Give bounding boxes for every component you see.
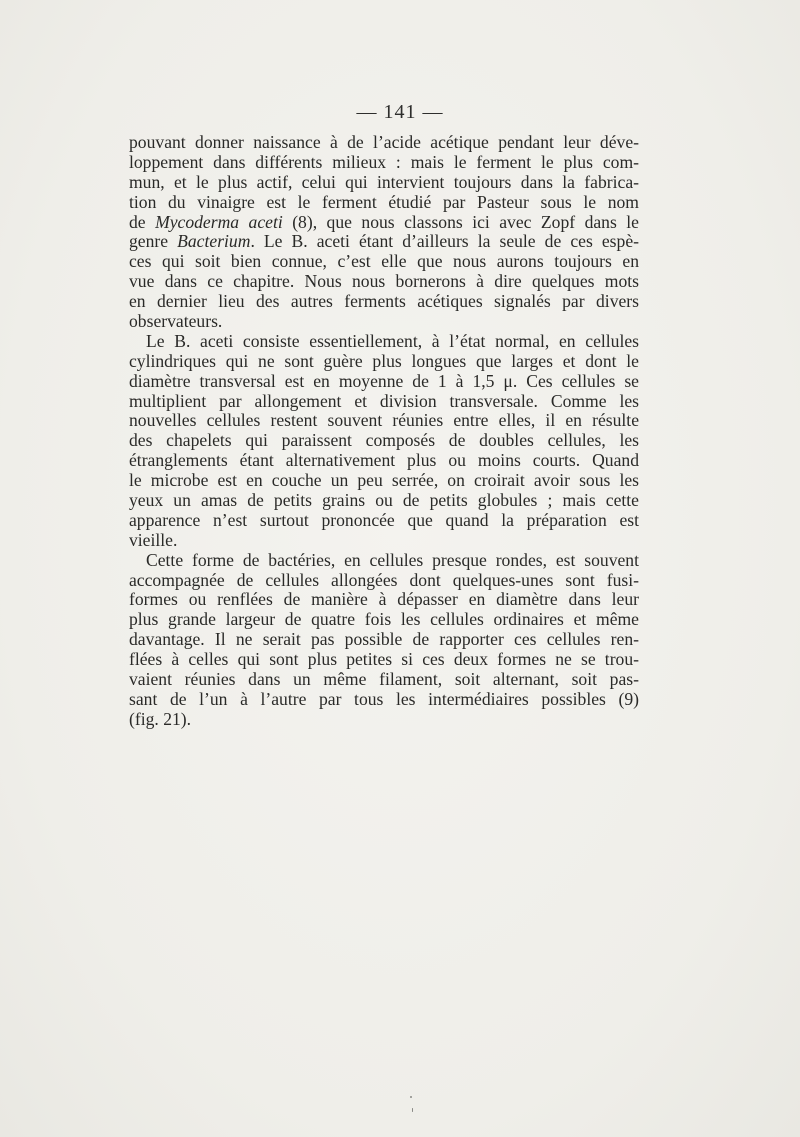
text-line: apparence n’est surtout prononcée que quand la préparation est [129, 509, 639, 530]
text-line: loppement dans différents milieux : mais le ferment le plus com- [129, 151, 639, 172]
text-line: le microbe est en couche un peu serrée, on croirait avoir sous les [129, 470, 639, 491]
line-suffix: (8), que nous classons ici avec Zopf dans le [282, 211, 639, 232]
text-line: accompagnée de cellules allongées dont quelques-unes sont fusi- [129, 569, 639, 590]
body-text [129, 133, 639, 730]
text-line: davantage. Il ne serait pas possible de rapporter ces cellules ren- [129, 629, 639, 650]
line-suffix: . Le B. aceti étant d’ailleurs la seule de ces espè- [250, 231, 639, 252]
text-line: multiplient par allongement et division transversale. Comme les [129, 390, 639, 411]
page-number: — 141 — [356, 101, 444, 123]
text-line: Le B. aceti consiste essentiellement, à l’état normal, en cellules [146, 330, 639, 351]
text-line: tion du vinaigre est le ferment étudié par Pasteur sous le nom [129, 191, 639, 212]
text-line: ces qui soit bien connue, c’est elle que nous aurons toujours en [129, 251, 639, 272]
text-line: Cette forme de bactéries, en cellules presque rondes, est souvent [146, 549, 639, 570]
text-line: plus grande largeur de quatre fois les cellules ordinaires et même [129, 609, 639, 630]
text-line [129, 232, 639, 252]
line-prefix: genre [129, 231, 178, 252]
species-name-italic: Mycoderma aceti [155, 211, 283, 232]
text-line: vaient réunies dans un même filament, soit alternant, soit pas- [129, 669, 639, 690]
text-line: (fig. 21). [129, 708, 192, 729]
paper-speck [412, 1108, 413, 1112]
genus-name-italic: Bacterium [177, 231, 251, 252]
text-line: cylindriques qui ne sont guère plus longues que larges et dont le [129, 350, 639, 371]
text-line: observateurs. [129, 311, 223, 332]
text-line: étranglements étant alternativement plus ou moins courts. Quand [129, 450, 639, 471]
text-line: sant de l’un à l’autre par tous les intermédiaires possibles (9) [129, 688, 639, 709]
text-line: vieille. [129, 529, 178, 550]
paper-speck [410, 1096, 412, 1098]
text-line: formes ou renflées de manière à dépasser en diamètre dans leur [129, 589, 639, 610]
text-line [129, 213, 639, 233]
text-line: flées à celles qui sont plus petites si ces deux formes ne se trou- [129, 649, 639, 670]
line-prefix: de [129, 211, 156, 232]
text-line: diamètre transversal est en moyenne de 1 à 1,5 μ. Ces cellules se [129, 370, 639, 391]
text-line: des chapelets qui paraissent composés de doubles cellules, les [129, 430, 639, 451]
text-line: vue dans ce chapitre. Nous nous bornerons à dire quelques mots [129, 271, 639, 292]
text-line: yeux un amas de petits grains ou de petits globules ; mais cette [129, 490, 639, 511]
text-line: en dernier lieu des autres ferments acétiques signalés par divers [129, 291, 639, 312]
text-line: mun, et le plus actif, celui qui intervient toujours dans la fabrica- [129, 171, 639, 192]
text-line: nouvelles cellules restent souvent réunies entre elles, il en résulte [129, 410, 639, 431]
text-line: pouvant donner naissance à de l’acide acétique pendant leur déve- [129, 132, 639, 152]
